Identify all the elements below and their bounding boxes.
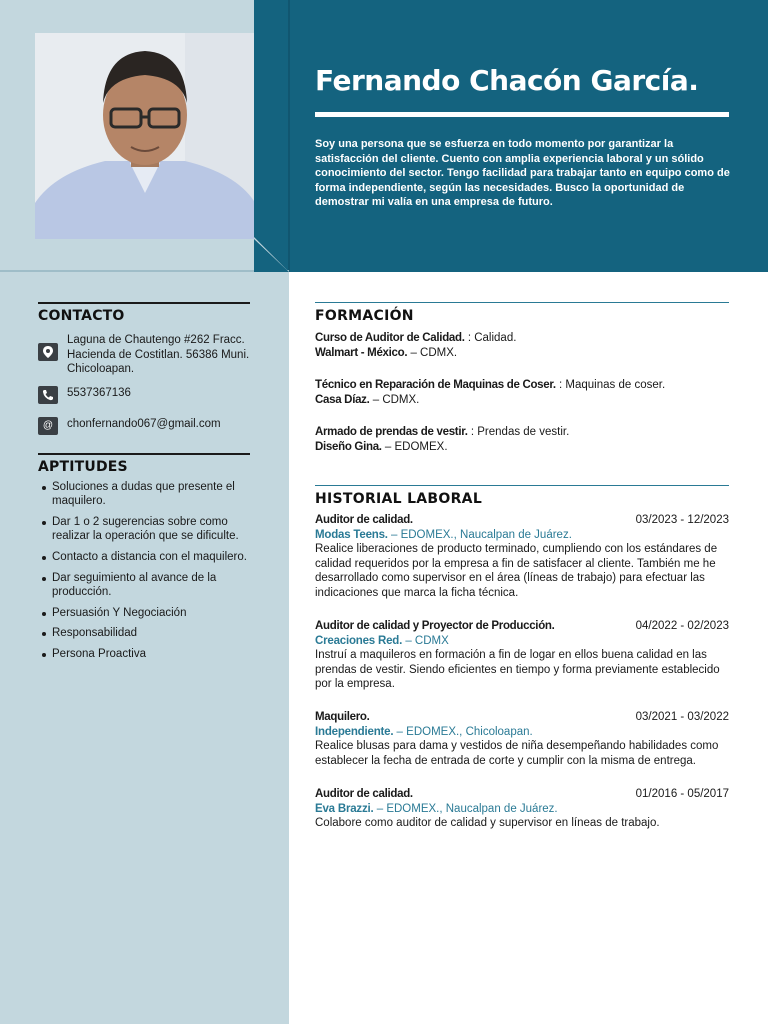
job-entry (315, 619, 729, 692)
job-title: Maquilero. (315, 711, 370, 723)
phone-text[interactable]: 5537367136 (67, 387, 131, 399)
course-field: : Prendas de vestir. (467, 426, 570, 438)
profile-photo (35, 33, 254, 239)
section-divider (315, 302, 729, 303)
job-title: Auditor de calidad y Proyector de Producción. (315, 620, 555, 632)
institution-place: – EDOMEX. (381, 440, 448, 453)
job-dates: 03/2023 - 12/2023 (635, 514, 729, 526)
skill-item: Dar seguimiento al avance de la producción. (52, 571, 267, 600)
institution-name: Walmart - México. (315, 346, 408, 359)
skills-section (38, 453, 250, 475)
section-divider (38, 453, 250, 455)
contact-email (38, 417, 253, 435)
job-entry (315, 787, 729, 831)
education-item (315, 378, 729, 407)
phone-icon (38, 386, 58, 404)
job-dates: 03/2021 - 03/2022 (635, 711, 729, 723)
institution-place: – CDMX. (407, 346, 458, 359)
skill-item: Persona Proactiva (52, 647, 267, 661)
job-dates: 01/2016 - 05/2017 (635, 788, 729, 800)
company-location: – EDOMEX., Naucalpan de Juárez. (373, 802, 558, 815)
address-text: Laguna de Chautengo #262 Fracc. Hacienda de Costitlan. 56386 Muni. Chicoloapan. (67, 334, 250, 376)
job-description: Realice blusas para dama y vestidos de niña desempeñando habilidades como establecer la fecha de entrada de corte y cumplir con la misma de entrega. (315, 740, 719, 767)
section-divider (38, 302, 250, 304)
skill-item: Persuasión Y Negociación (52, 606, 267, 620)
name-underline (315, 112, 729, 117)
job-entry (315, 710, 729, 768)
education-heading: FORMACIÓN (315, 308, 414, 324)
course-name: Curso de Auditor de Calidad. (315, 332, 465, 344)
company-name: Creaciones Red. (315, 634, 403, 647)
company-name: Modas Teens. (315, 528, 388, 541)
job-entry (315, 513, 729, 601)
course-name: Técnico en Reparación de Maquinas de Coser. (315, 379, 556, 391)
work-history-heading: HISTORIAL LABORAL (315, 491, 483, 507)
skill-item: Soluciones a dudas que presente el maquilero. (52, 480, 267, 509)
course-field: : Calidad. (464, 332, 517, 344)
institution-place: – CDMX. (369, 393, 420, 406)
skills-heading: APTITUDES (38, 459, 128, 475)
company-location: – EDOMEX., Naucalpan de Juárez. (387, 528, 572, 541)
company-location: – CDMX (402, 634, 449, 647)
email-at-icon: @ (38, 417, 58, 435)
company-location: – EDOMEX., Chicoloapan. (393, 725, 533, 738)
company-name: Independiente. (315, 725, 394, 738)
job-description: Instruí a maquileros en formación a fin de logar en ellos buena calidad en las prendas de vestir. Siendo eficientes en tiempo y forma previamente establecido por la empresa. (315, 649, 720, 691)
institution-name: Casa Díaz. (315, 393, 370, 406)
skill-item: Responsabilidad (52, 626, 267, 640)
course-name: Armado de prendas de vestir. (315, 426, 468, 438)
job-title: Auditor de calidad. (315, 788, 413, 800)
contact-section (38, 302, 250, 324)
contact-heading: CONTACTO (38, 308, 125, 324)
work-history-section (315, 485, 729, 507)
job-title: Auditor de calidad. (315, 514, 413, 526)
skill-item: Contacto a distancia con el maquilero. (52, 550, 267, 564)
course-field: : Maquinas de coser. (555, 379, 666, 391)
education-item (315, 425, 729, 454)
job-description: Realice liberaciones de producto terminado, cumpliendo con los estándares de calidad requeridos por la empresa a fin de satisfacer al cliente. También me he desarrollado como supervisor en el área (líneas de trabajo) para efectuar las indicaciones que marca la ficha técnica. (315, 543, 718, 599)
section-divider (315, 485, 729, 486)
profile-summary: Soy una persona que se esfuerza en todo momento por garantizar la satisfacción del cliente. Cuento con amplia experiencia laboral y un sólido conocimiento del sector. Tengo facilidad para trabajar tanto en equipo como de forma independiente, según las necesidades. Busco la oportunidad de demostrar mi valía en una empresa de futuro. (315, 138, 730, 209)
education-section (315, 302, 729, 324)
job-description: Colabore como auditor de calidad y supervisor en líneas de trabajo. (315, 817, 660, 830)
company-name: Eva Brazzi. (315, 802, 374, 815)
skill-item: Dar 1 o 2 sugerencias sobre como realizar la operación que se dificulte. (52, 515, 267, 544)
candidate-name: Fernando Chacón García. (315, 64, 699, 97)
institution-name: Diseño Gina. (315, 440, 382, 453)
education-item (315, 331, 729, 360)
email-text[interactable]: chonfernando067@gmail.com (67, 418, 221, 430)
job-dates: 04/2022 - 02/2023 (635, 620, 729, 632)
contact-address (38, 333, 253, 377)
skills-list (38, 480, 267, 668)
location-pin-icon (38, 343, 58, 361)
contact-phone (38, 386, 253, 404)
